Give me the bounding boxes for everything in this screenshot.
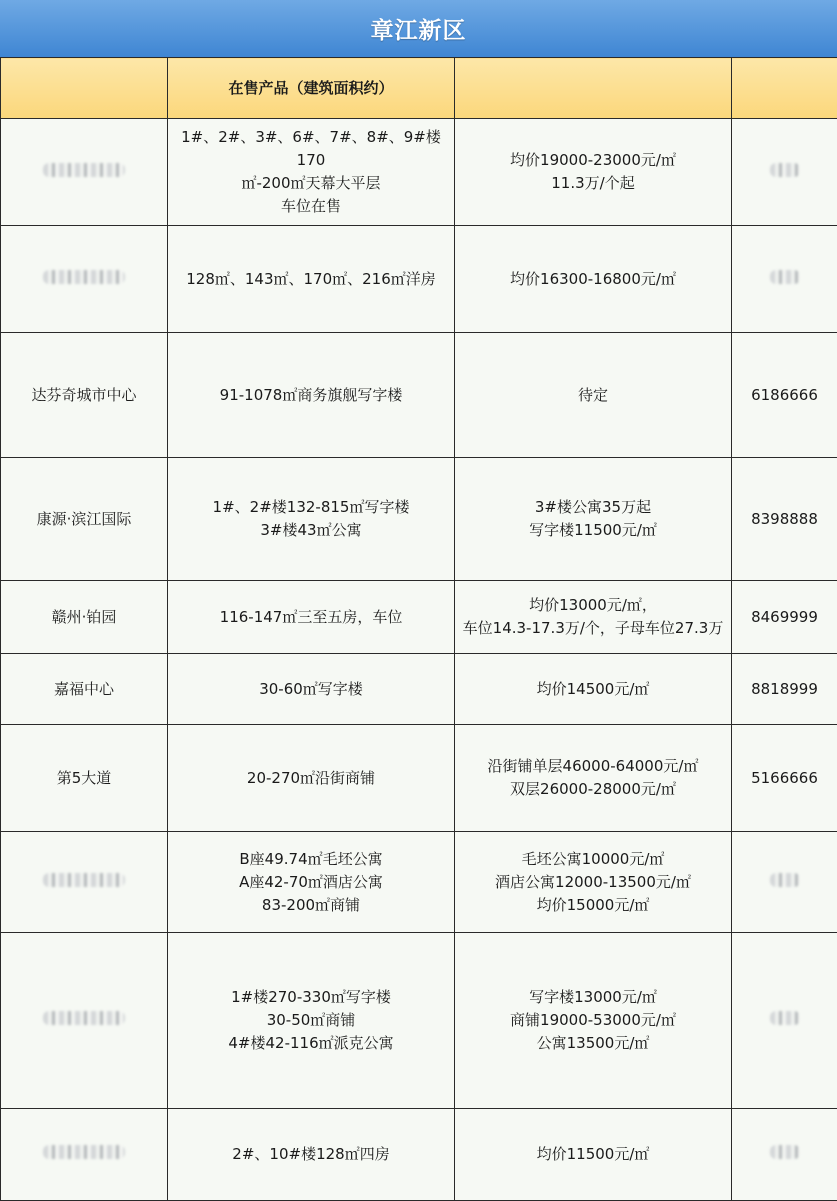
product-line: ㎡-200㎡天幕大平层 bbox=[172, 172, 450, 195]
product-cell bbox=[168, 1109, 455, 1201]
redacted-project-name bbox=[43, 1011, 125, 1025]
project-name-cell bbox=[1, 226, 168, 333]
header-price bbox=[455, 58, 732, 119]
product-line: 83-200㎡商铺 bbox=[172, 894, 450, 917]
product-line: 1#、2#、3#、6#、7#、8#、9#楼170 bbox=[172, 126, 450, 172]
project-name: 赣州·铂园 bbox=[52, 608, 117, 626]
redacted-phone bbox=[770, 270, 800, 284]
product-line: 30-60㎡写字楼 bbox=[172, 678, 450, 701]
product-line: 116-147㎡三至五房，车位 bbox=[172, 606, 450, 629]
price-line: 毛坯公寓10000元/㎡ bbox=[459, 848, 727, 871]
table-row bbox=[1, 333, 837, 458]
project-name-cell bbox=[1, 933, 168, 1109]
table-row bbox=[1, 725, 837, 832]
price-line: 公寓13500元/㎡ bbox=[459, 1032, 727, 1055]
redacted-project-name bbox=[43, 873, 125, 887]
product-cell bbox=[168, 725, 455, 832]
price-cell bbox=[455, 226, 732, 333]
phone-number: 8818999 bbox=[751, 680, 818, 698]
project-name-cell bbox=[1, 458, 168, 581]
header-phone bbox=[732, 58, 837, 119]
product-line: 128㎡、143㎡、170㎡、216㎡洋房 bbox=[172, 268, 450, 291]
price-cell bbox=[455, 458, 732, 581]
project-name-cell bbox=[1, 1109, 168, 1201]
product-line: B座49.74㎡毛坯公寓 bbox=[172, 848, 450, 871]
table-row bbox=[1, 933, 837, 1109]
redacted-phone bbox=[770, 873, 800, 887]
product-line: 30-50㎡商铺 bbox=[172, 1009, 450, 1032]
table-row bbox=[1, 119, 837, 226]
phone-cell bbox=[732, 725, 837, 832]
redacted-project-name bbox=[43, 270, 125, 284]
table-row bbox=[1, 581, 837, 654]
price-line: 酒店公寓12000-13500元/㎡ bbox=[459, 871, 727, 894]
listing-table bbox=[0, 57, 837, 1201]
header-project bbox=[1, 58, 168, 119]
title-bar bbox=[0, 0, 837, 58]
product-line: 91-1078㎡商务旗舰写字楼 bbox=[172, 384, 450, 407]
price-line: 均价15000元/㎡ bbox=[459, 894, 727, 917]
phone-cell bbox=[732, 333, 837, 458]
price-line: 均价14500元/㎡ bbox=[459, 678, 727, 701]
price-cell bbox=[455, 654, 732, 725]
phone-cell bbox=[732, 119, 837, 226]
price-line: 待定 bbox=[459, 384, 727, 407]
product-cell bbox=[168, 119, 455, 226]
project-name-cell bbox=[1, 581, 168, 654]
price-line: 均价13000元/㎡， bbox=[459, 594, 727, 617]
page-title: 章江新区 bbox=[371, 12, 467, 45]
table-row bbox=[1, 832, 837, 933]
product-cell bbox=[168, 832, 455, 933]
product-line: 1#、2#楼132-815㎡写字楼 bbox=[172, 496, 450, 519]
project-name-cell bbox=[1, 333, 168, 458]
price-cell bbox=[455, 581, 732, 654]
price-line: 沿街铺单层46000-64000元/㎡ bbox=[459, 755, 727, 778]
price-line: 写字楼13000元/㎡ bbox=[459, 986, 727, 1009]
product-cell bbox=[168, 333, 455, 458]
price-line: 写字楼11500元/㎡ bbox=[459, 519, 727, 542]
price-line: 3#楼公寓35万起 bbox=[459, 496, 727, 519]
product-cell bbox=[168, 654, 455, 725]
price-line: 双层26000-28000元/㎡ bbox=[459, 778, 727, 801]
phone-cell bbox=[732, 458, 837, 581]
phone-number: 5166666 bbox=[751, 769, 818, 787]
table-row bbox=[1, 458, 837, 581]
product-line: 4#楼42-116㎡派克公寓 bbox=[172, 1032, 450, 1055]
redacted-phone bbox=[770, 1011, 800, 1025]
product-cell bbox=[168, 458, 455, 581]
redacted-project-name bbox=[43, 1145, 125, 1159]
product-line: 车位在售 bbox=[172, 195, 450, 218]
price-line: 11.3万/个起 bbox=[459, 172, 727, 195]
table-row bbox=[1, 1109, 837, 1201]
phone-number: 6186666 bbox=[751, 386, 818, 404]
price-line: 商铺19000-53000元/㎡ bbox=[459, 1009, 727, 1032]
price-line: 均价19000-23000元/㎡ bbox=[459, 149, 727, 172]
phone-cell bbox=[732, 654, 837, 725]
phone-cell bbox=[732, 226, 837, 333]
product-cell bbox=[168, 933, 455, 1109]
project-name-cell bbox=[1, 832, 168, 933]
project-name-cell bbox=[1, 654, 168, 725]
product-cell bbox=[168, 226, 455, 333]
product-line: 20-270㎡沿街商铺 bbox=[172, 767, 450, 790]
header-product: 在售产品（建筑面积约） bbox=[168, 58, 455, 119]
price-cell bbox=[455, 333, 732, 458]
price-cell bbox=[455, 119, 732, 226]
price-cell bbox=[455, 832, 732, 933]
product-line: 3#楼43㎡公寓 bbox=[172, 519, 450, 542]
redacted-project-name bbox=[43, 163, 125, 177]
product-line: 2#、10#楼128㎡四房 bbox=[172, 1143, 450, 1166]
project-name-cell bbox=[1, 119, 168, 226]
phone-cell bbox=[732, 1109, 837, 1201]
table-row bbox=[1, 654, 837, 725]
price-cell bbox=[455, 1109, 732, 1201]
project-name: 第5大道 bbox=[57, 769, 112, 787]
project-name-cell bbox=[1, 725, 168, 832]
price-line: 均价16300-16800元/㎡ bbox=[459, 268, 727, 291]
price-line: 均价11500元/㎡ bbox=[459, 1143, 727, 1166]
phone-cell bbox=[732, 933, 837, 1109]
table-row bbox=[1, 226, 837, 333]
phone-cell bbox=[732, 832, 837, 933]
phone-number: 8398888 bbox=[751, 510, 818, 528]
product-cell bbox=[168, 581, 455, 654]
price-line: 车位14.3-17.3万/个，子母车位27.3万 bbox=[459, 617, 727, 640]
price-cell bbox=[455, 725, 732, 832]
phone-number: 8469999 bbox=[751, 608, 818, 626]
project-name: 康源·滨江国际 bbox=[37, 510, 132, 528]
product-line: A座42-70㎡酒店公寓 bbox=[172, 871, 450, 894]
project-name: 达芬奇城市中心 bbox=[31, 386, 136, 404]
product-line: 1#楼270-330㎡写字楼 bbox=[172, 986, 450, 1009]
project-name: 嘉福中心 bbox=[54, 680, 114, 698]
table-header-row bbox=[1, 58, 837, 119]
price-cell bbox=[455, 933, 732, 1109]
phone-cell bbox=[732, 581, 837, 654]
redacted-phone bbox=[770, 1145, 800, 1159]
redacted-phone bbox=[770, 163, 800, 177]
